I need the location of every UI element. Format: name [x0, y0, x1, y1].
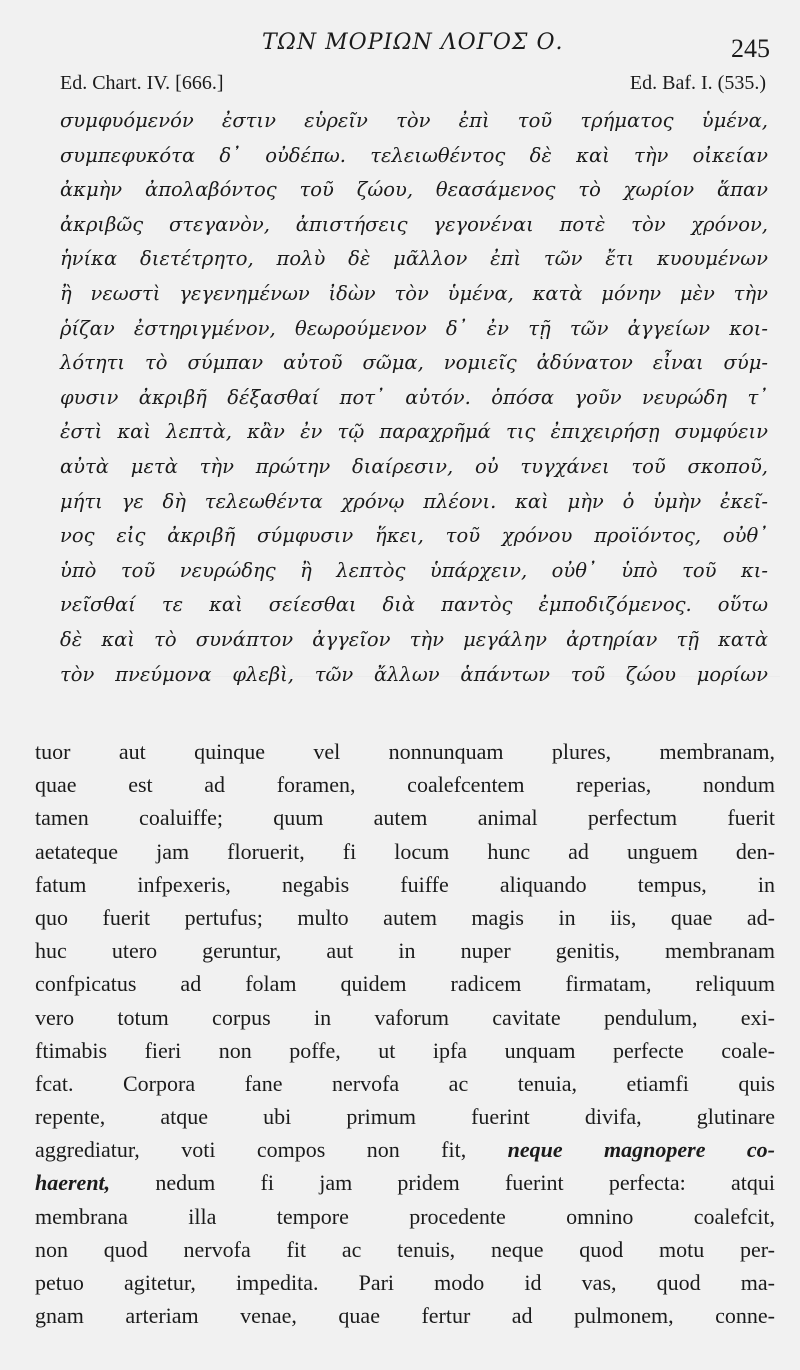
greek-line: ἡνίκα διετέτρητο, πολὺ δὲ μᾶλλον ἐπὶ τῶν ἔτι κυουμένων	[60, 247, 768, 271]
latin-line: quo fuerit pertufus; multo autem magis in iis, quae ad-	[35, 904, 775, 930]
running-head	[0, 26, 800, 66]
bleed-through-shadow	[130, 676, 780, 693]
latin-line: tuor aut quinque vel nonnunquam plures, membranam,	[35, 739, 775, 764]
latin-line-mixed	[35, 1133, 775, 1166]
greek-line: ῥίζαν ἐστηριγμένον, θεωρούμενον δ᾿ ἐν τῇ τῶν ἀγγείων κοι-	[60, 316, 768, 340]
edition-chart-ref: Ed. Chart. IV. [666.]	[60, 72, 224, 94]
latin-line: aetateque jam floruerit, fi locum hunc ad unguem den-	[35, 838, 775, 864]
greek-line: ἐστὶ καὶ λεπτὰ, κἂν ἐν τῷ παραχρῆμά τις ἐπιχειρήσῃ συμφύειν	[60, 420, 768, 444]
edition-basel-ref: Ed. Baf. I. (535.)	[629, 72, 766, 94]
latin-line-mixed	[35, 1166, 775, 1199]
latin-line: gnam arteriam venae, quae fertur ad pulmonem, conne-	[35, 1303, 775, 1329]
latin-line: fcat. Corpora fane nervofa ac tenuia, etiamfi quis	[35, 1070, 775, 1096]
greek-line: νεῖσθαί τε καὶ σείεσθαι διὰ παντὸς ἐμποδιζόμενος. οὕτω	[60, 593, 768, 617]
latin-line: fatum infpexeris, negabis fuiffe aliquando tempus, in	[35, 871, 775, 897]
greek-line: ἀκμὴν ἀπολαβόντος τοῦ ζώου, θεασάμενος τὸ χωρίον ἅπαν	[60, 178, 768, 202]
greek-line: συμπεφυκότα δ᾿ οὐδέπω. τελειωθέντος δὲ καὶ τὴν οἰκείαν	[60, 143, 768, 167]
latin-line: huc utero geruntur, aut in nuper genitis, membranam	[35, 938, 775, 964]
greek-line: τὸν πνεύμονα φλεβὶ, τῶν ἄλλων ἁπάντων τοῦ ζώου μορίων	[60, 662, 768, 686]
edition-references	[60, 72, 766, 100]
latin-italic-text: haerent,	[35, 1170, 111, 1196]
greek-line: νος εἰς ἀκριβῆ σύμφυσιν ἥκει, τοῦ χρόνου προϊόντος, οὐθ᾿	[60, 524, 768, 548]
latin-line: ftimabis fieri non poffe, ut ipfa unquam perfecte coale-	[35, 1037, 775, 1063]
latin-line: membrana illa tempore procedente omnino coalefcit,	[35, 1203, 775, 1229]
latin-italic-text: neque magnopere co-	[507, 1137, 775, 1163]
greek-line: αὐτὰ μετὰ τὴν πρώτην διαίρεσιν, οὐ τυγχάνει τοῦ σκοποῦ,	[60, 454, 768, 478]
running-title: ΤΩΝ ΜΟΡΙΩΝ ΛΟΓΟΣ Ο.	[262, 30, 564, 55]
latin-line: non quod nervofa fit ac tenuis, neque quod motu per-	[35, 1236, 775, 1262]
latin-line: confpicatus ad folam quidem radicem firmatam, reliquum	[35, 971, 775, 997]
latin-line: vero totum corpus in vaforum cavitate pendulum, exi-	[35, 1004, 775, 1030]
latin-line: tamen coaluiffe; quum autem animal perfectum fuerit	[35, 805, 775, 831]
page-number: 245	[731, 34, 770, 63]
latin-line: petuo agitetur, impedita. Pari modo id vas, quod ma-	[35, 1270, 775, 1295]
greek-line: ἢ νεωστὶ γεγενημένων ἰδὼν τὸν ὑμένα, κατὰ μόνην μὲν τὴν	[60, 281, 768, 305]
latin-line: repente, atque ubi primum fuerint divifa, glutinare	[35, 1104, 775, 1130]
greek-line: φυσιν ἀκριβῆ δέξασθαί ποτ᾿ αὐτόν. ὁπόσα γοῦν νευρώδη τ᾿	[60, 385, 768, 409]
greek-text-block	[60, 104, 768, 692]
greek-line: ἀκριβῶς στεγανὸν, ἀπιστήσεις γεγονέναι ποτὲ τὸν χρόνον,	[60, 212, 768, 236]
greek-line: ὑπὸ τοῦ νευρώδης ἢ λεπτὸς ὑπάρχειν, οὐθ᾿ ὑπὸ τοῦ κι-	[60, 558, 768, 582]
greek-line: συμφυόμενόν ἐστιν εὑρεῖν τὸν ἐπὶ τοῦ τρήματος ὑμένα,	[60, 109, 768, 132]
latin-text-block	[35, 735, 775, 1332]
latin-text: nedum fi jam pridem fuerint perfecta: atqui	[155, 1170, 776, 1196]
latin-text: aggrediatur, voti compos non fit,	[35, 1137, 467, 1163]
greek-line: δὲ καὶ τὸ συνάπτον ἀγγεῖον τὴν μεγάλην ἀρτηρίαν τῇ κατὰ	[60, 627, 768, 651]
greek-line: λότητι τὸ σύμπαν αὐτοῦ σῶμα, νομιεῖς ἀδύνατον εἶναι σύμ-	[60, 351, 768, 375]
latin-line: quae est ad foramen, coalefcentem reperias, nondum	[35, 772, 775, 798]
greek-line: μήτι γε δὴ τελεωθέντα χρόνῳ πλέονι. καὶ μὴν ὁ ὑμὴν ἐκεῖ-	[60, 489, 768, 513]
